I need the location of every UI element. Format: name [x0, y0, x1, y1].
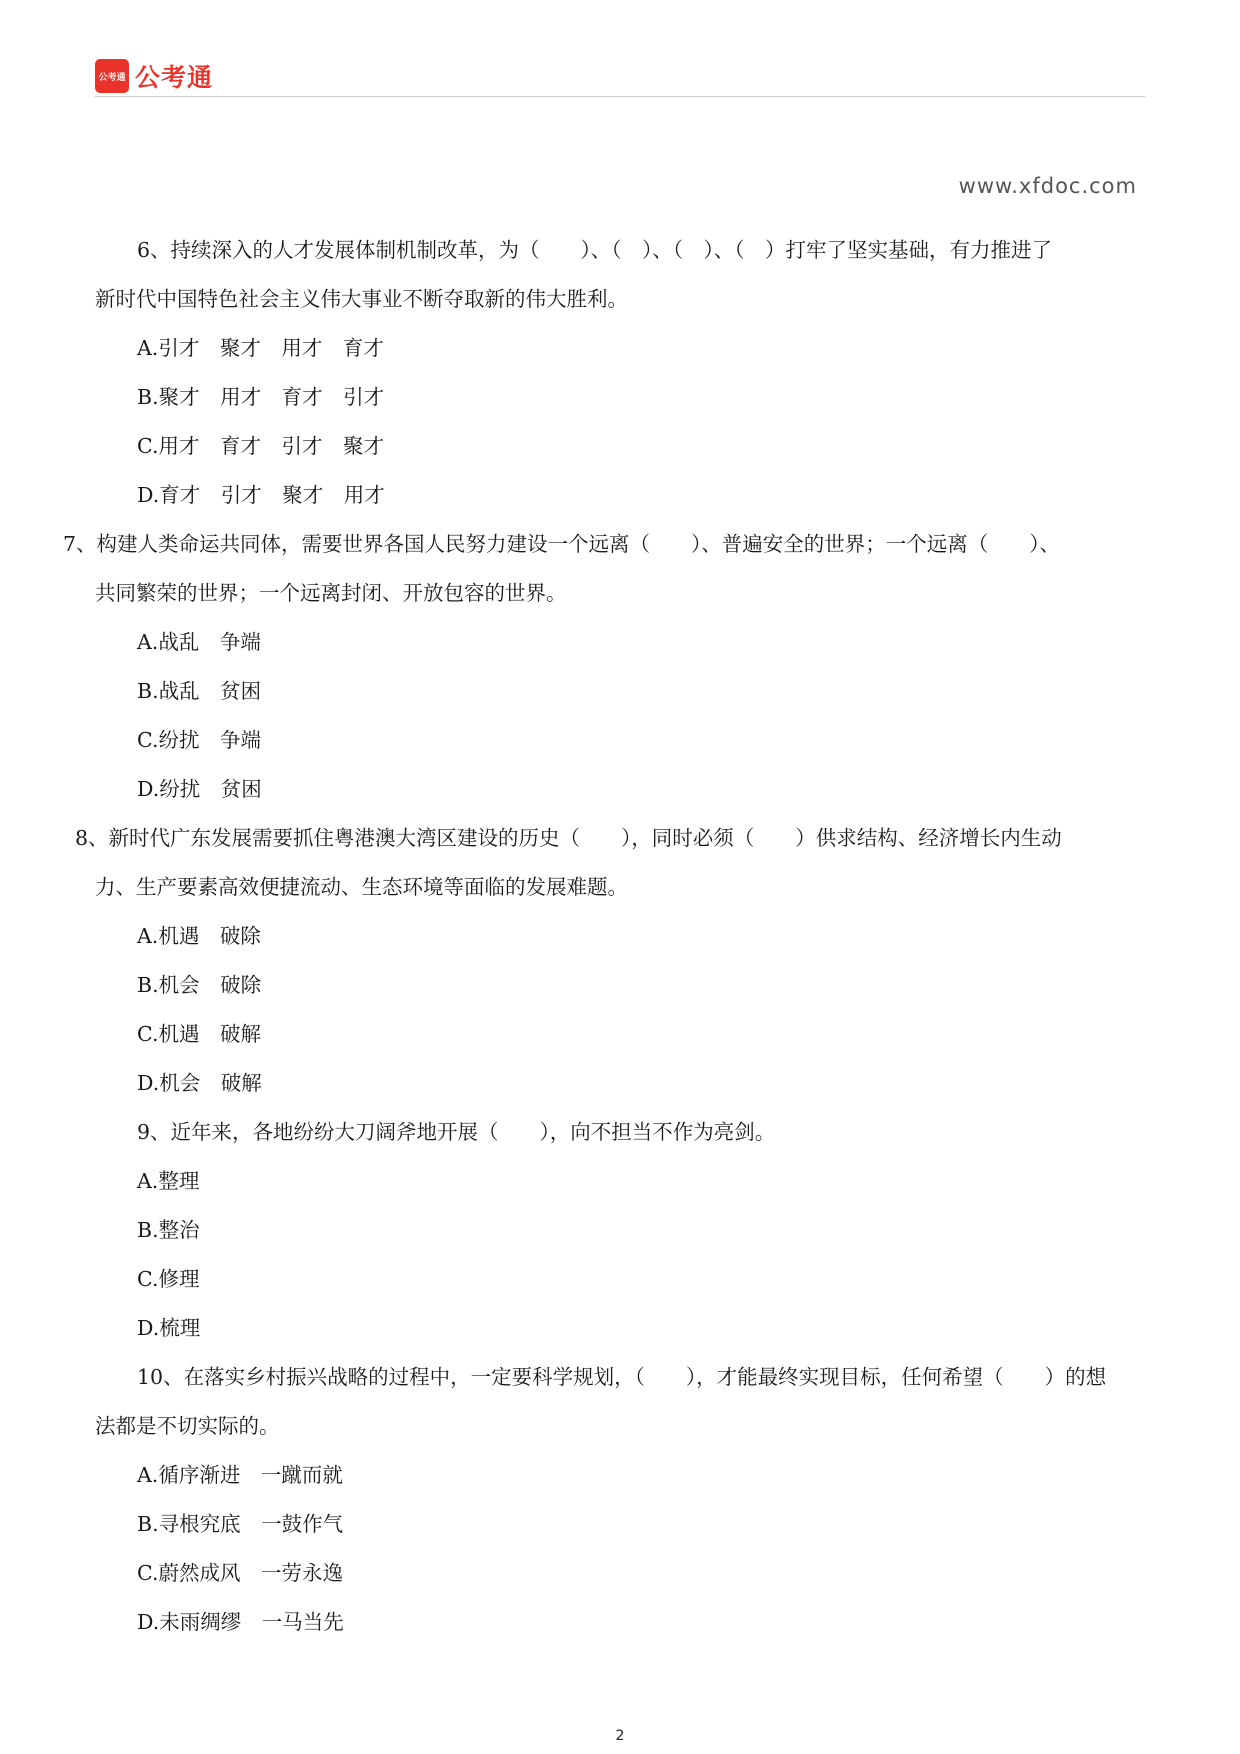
option-d: D.育才 引才 聚才 用才 [137, 483, 385, 507]
option-b: B.聚才 用才 育才 引才 [137, 385, 385, 409]
question-7 [63, 520, 1155, 814]
question-9 [95, 1108, 1155, 1353]
brand-name: 公考通 [135, 63, 214, 92]
option-b: B.战乱 贫困 [137, 679, 262, 703]
question-stem: 8、新时代广东发展需要抓住粤港澳大湾区建设的历史（ ），同时必须（ ）供求结构、经济增长内生动 [75, 826, 1062, 850]
option-d: D.未雨绸缪 一马当先 [137, 1610, 344, 1634]
header-divider [95, 96, 1145, 97]
brand-logo-icon: 公考通 [95, 59, 129, 93]
question-10 [95, 1353, 1155, 1647]
header [95, 58, 213, 94]
option-a: A.引才 聚才 用才 育才 [137, 336, 384, 360]
question-stem: 6、持续深入的人才发展体制机制改革，为（ ）、（ ）、（ ）、（ ）打牢了坚实基础，有力推进了 [137, 238, 1053, 262]
option-a: A.整理 [137, 1169, 200, 1193]
option-b: B.整治 [137, 1218, 200, 1242]
question-6 [95, 226, 1155, 520]
option-c: C.修理 [137, 1267, 200, 1291]
option-d: D.机会 破解 [137, 1071, 262, 1095]
option-c: C.用才 育才 引才 聚才 [137, 434, 384, 458]
page-number: 2 [615, 1728, 625, 1744]
question-stem: 9、近年来，各地纷纷大刀阔斧地开展（ ），向不担当不作为亮剑。 [137, 1120, 776, 1144]
option-b: B.机会 破除 [137, 973, 262, 997]
question-stem-continued: 新时代中国特色社会主义伟大事业不断夺取新的伟大胜利。 [95, 287, 628, 311]
site-url: www.xfdoc.com [958, 174, 1137, 198]
option-a: A.循序渐进 一蹴而就 [137, 1463, 343, 1487]
question-stem-continued: 力、生产要素高效便捷流动、生态环境等面临的发展难题。 [95, 875, 628, 899]
question-stem-continued: 共同繁荣的世界；一个远离封闭、开放包容的世界。 [95, 581, 567, 605]
option-d: D.纷扰 贫困 [137, 777, 262, 801]
option-c: C.蔚然成风 一劳永逸 [137, 1561, 343, 1585]
option-a: A.战乱 争端 [137, 630, 261, 654]
option-d: D.梳理 [137, 1316, 201, 1340]
question-8 [75, 814, 1155, 1108]
option-c: C.机遇 破解 [137, 1022, 261, 1046]
question-list [63, 226, 1155, 1647]
option-b: B.寻根究底 一鼓作气 [137, 1512, 344, 1536]
question-stem: 7、构建人类命运共同体，需要世界各国人民努力建设一个远离（ ）、普遍安全的世界；一个远离（ ）、 [63, 532, 1061, 556]
option-a: A.机遇 破除 [137, 924, 261, 948]
question-stem-continued: 法都是不切实际的。 [95, 1414, 280, 1438]
question-stem: 10、在落实乡村振兴战略的过程中，一定要科学规划，（ ），才能最终实现目标，任何希望（ ）的想 [137, 1365, 1107, 1389]
option-c: C.纷扰 争端 [137, 728, 261, 752]
